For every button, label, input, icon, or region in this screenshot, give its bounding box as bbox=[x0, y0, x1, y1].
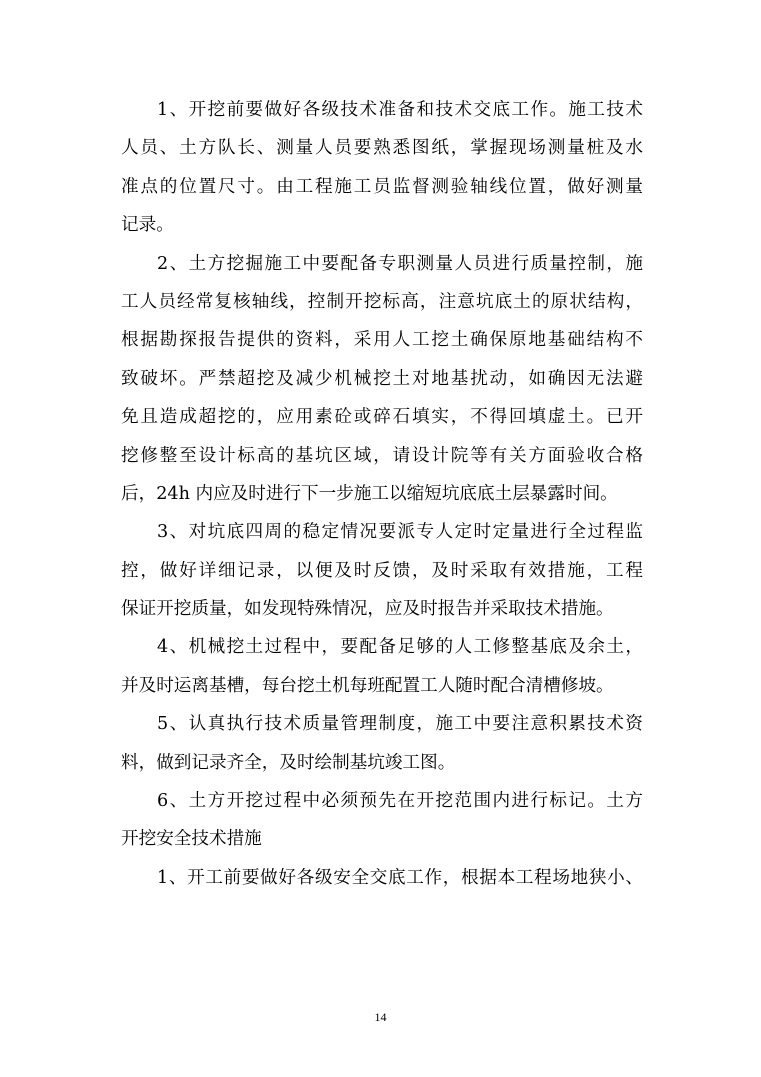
text-line: 并及时运离基槽，每台挖土机每班配置工人随时配合清槽修坡。 bbox=[121, 675, 614, 696]
text-line: 控，做好详细记录，以便及时反馈，及时采取有效措施，工程 bbox=[121, 560, 643, 581]
text-line: 3、对坑底四周的稳定情况要派专人定时定量进行全过程监 bbox=[157, 522, 643, 543]
text-line: 开挖安全技术措施 bbox=[121, 829, 262, 850]
body-text bbox=[121, 91, 643, 897]
text-line: 人员、土方队长、测量人员要熟悉图纸，掌握现场测量桩及水 bbox=[121, 138, 643, 159]
text-line: 后，24h 内应及时进行下一步施工以缩短坑底底土层暴露时间。 bbox=[121, 483, 618, 504]
text-line: 4、机械挖土过程中，要配备足够的人工修整基底及余土， bbox=[157, 637, 643, 658]
text-line: 记录。 bbox=[121, 215, 174, 236]
text-line: 6、土方开挖过程中必须预先在开挖范围内进行标记。土方 bbox=[157, 791, 643, 812]
text-line: 料，做到记录齐全，及时绘制基坑竣工图。 bbox=[121, 752, 456, 773]
text-line: 免且造成超挖的，应用素砼或碎石填实，不得回填虚土。已开 bbox=[121, 407, 643, 428]
text-line: 工人员经常复核轴线，控制开挖标高，注意坑底土的原状结构， bbox=[121, 291, 643, 312]
text-line: 1、开工前要做好各级安全交底工作，根据本工程场地狭小、 bbox=[157, 867, 643, 888]
text-line: 5、认真执行技术质量管理制度，施工中要注意积累技术资 bbox=[157, 714, 643, 735]
text-line: 挖修整至设计标高的基坑区域，请设计院等有关方面验收合格 bbox=[121, 445, 643, 466]
text-line: 1、开挖前要做好各级技术准备和技术交底工作。施工技术 bbox=[157, 100, 643, 120]
text-line: 致破坏。严禁超挖及减少机械挖土对地基扰动，如确因无法避 bbox=[121, 368, 643, 389]
page-number: 14 bbox=[374, 1010, 387, 1024]
text-line: 根据勘探报告提供的资料，采用人工挖土确保原地基础结构不 bbox=[121, 330, 643, 351]
text-line: 2、土方挖掘施工中要配备专职测量人员进行质量控制，施 bbox=[157, 253, 643, 274]
text-line: 准点的位置尺寸。由工程施工员监督测验轴线位置，做好测量 bbox=[121, 176, 643, 197]
text-line: 保证开挖质量，如发现特殊情况，应及时报告并采取技术措施。 bbox=[121, 599, 614, 620]
